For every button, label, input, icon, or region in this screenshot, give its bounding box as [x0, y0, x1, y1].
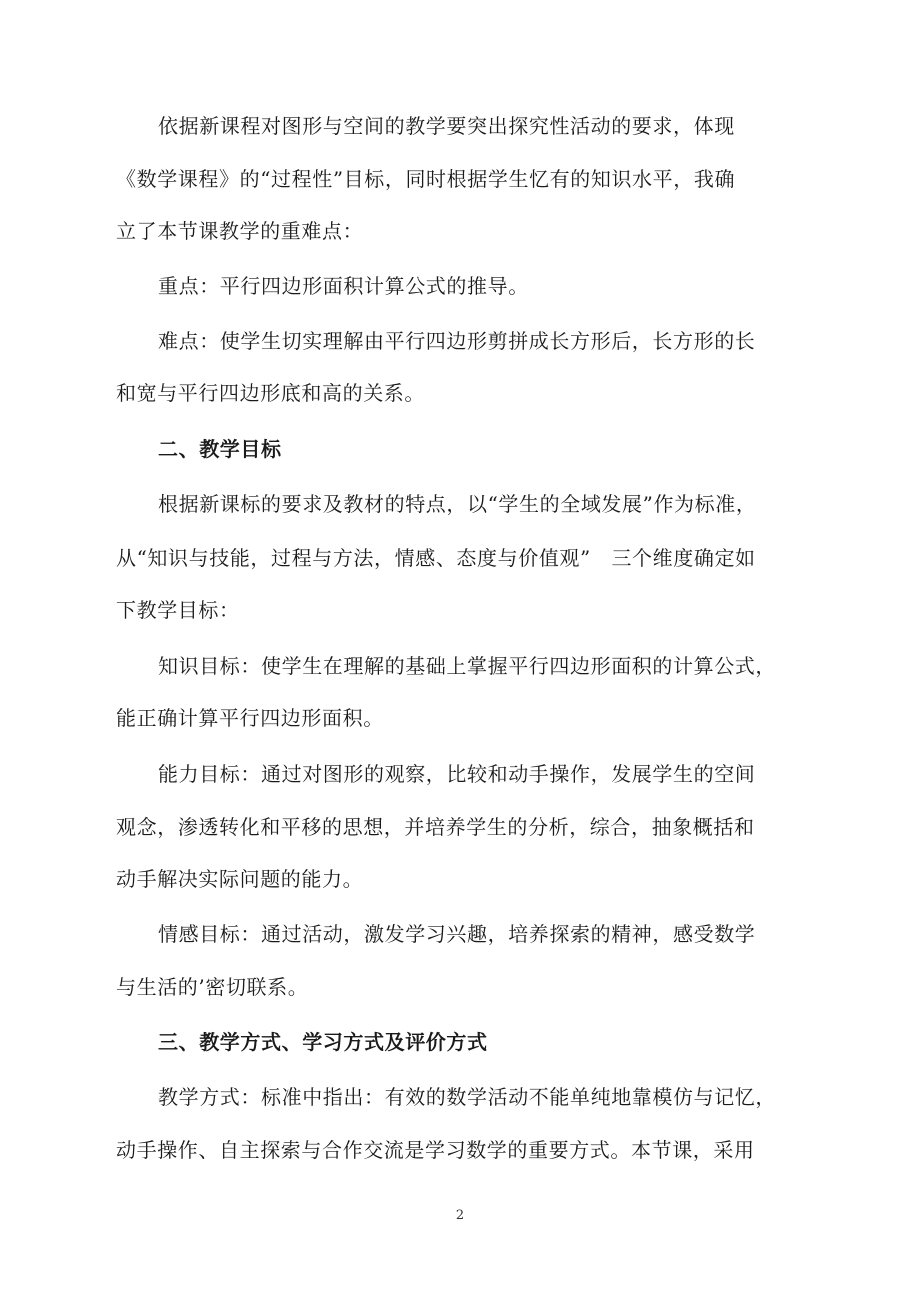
paragraph-objectives-line-3: 下教学目标： [116, 598, 240, 622]
paragraph-objectives-line-2: 从“知识与技能，过程与方法，情感、态度与价值观” 三个维度确定如 [116, 546, 756, 570]
paragraph-objectives-line-1: 根据新课标的要求及教材的特点，以“学生的全域发展”作为标准， [158, 492, 757, 516]
section-heading-teaching-objectives: 二、教学目标 [158, 437, 282, 461]
difficulty-line-1: 难点：使学生切实理解由平行四边形剪拼成长方形后，长方形的长 [158, 329, 756, 353]
paragraph-1-line-1: 依据新课程对图形与空间的教学要突出探究性活动的要求，体现 [158, 114, 735, 138]
page-number: 2 [455, 1208, 465, 1223]
paragraph-1-line-2: 《数学课程》的“过程性”目标，同时根据学生忆有的知识水平，我确 [116, 167, 736, 191]
key-point-line: 重点：平行四边形面积计算公式的推导。 [158, 274, 529, 298]
emotional-objective-line-2: 与生活的’密切联系。 [116, 975, 309, 999]
ability-objective-line-1: 能力目标：通过对图形的观察，比较和动手操作，发展学生的空间 [158, 762, 756, 786]
teaching-method-line-1: 教学方式：标准中指出：有效的数学活动不能单纯地靠模仿与记忆， [158, 1085, 776, 1109]
ability-objective-line-3: 动手解决实际问题的能力。 [116, 867, 364, 891]
teaching-method-line-2: 动手操作、自主探索与合作交流是学习数学的重要方式。本节课，采用 [116, 1138, 755, 1162]
paragraph-1-line-3: 立了本节课教学的重难点： [116, 219, 364, 243]
knowledge-objective-line-2: 能正确计算平行四边形面积。 [116, 706, 384, 730]
emotional-objective-line-1: 情感目标：通过活动，激发学习兴趣，培养探索的精神，感受数学 [158, 922, 756, 946]
difficulty-line-2: 和宽与平行四边形底和高的关系。 [116, 381, 425, 405]
section-heading-teaching-methods: 三、教学方式、学习方式及评价方式 [158, 1030, 488, 1054]
ability-objective-line-2: 观念，渗透转化和平移的思想，并培养学生的分析，综合，抽象概括和 [116, 815, 755, 839]
knowledge-objective-line-1: 知识目标：使学生在理解的基础上掌握平行四边形面积的计算公式， [158, 654, 776, 678]
